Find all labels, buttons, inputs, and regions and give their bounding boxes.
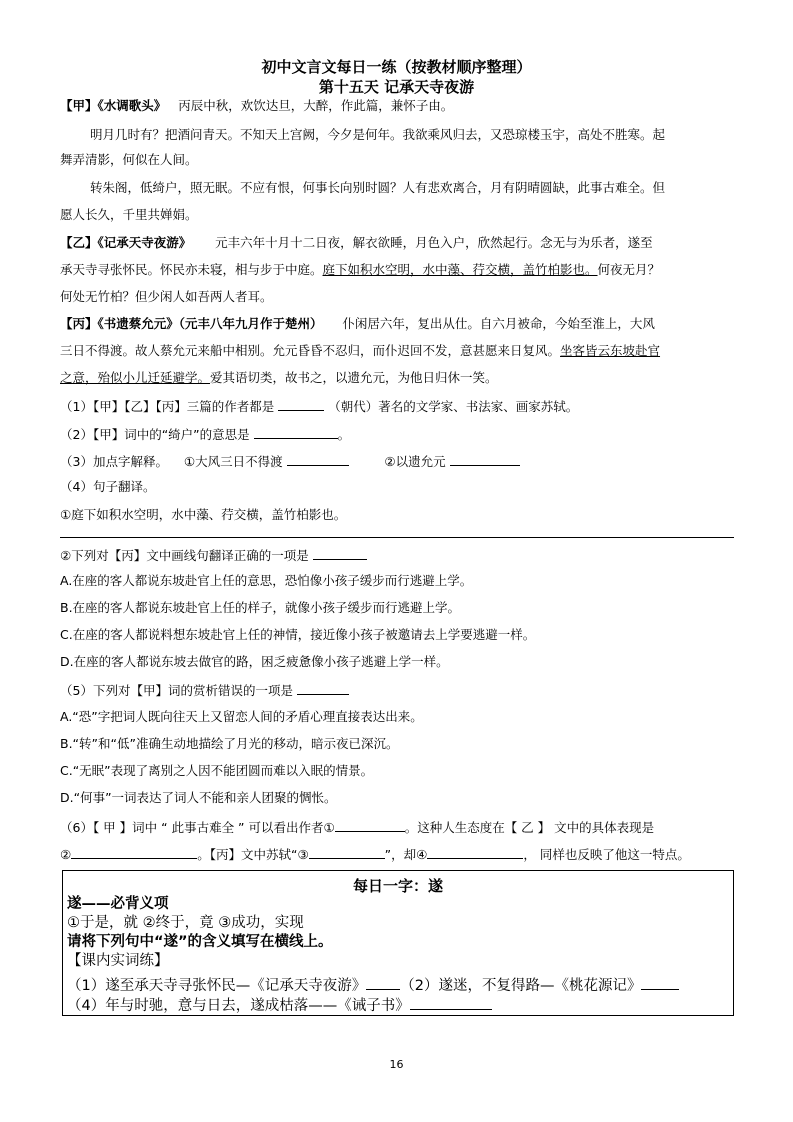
passage-yi-line: [60, 262, 736, 278]
exercise-row: [67, 993, 492, 1015]
passage-bing-header: [60, 316, 736, 332]
question-text: ， 同样也反映了他这一特点。: [523, 847, 690, 862]
option: B.在座的客人都说东坡赴官上任的样子，就像小孩子缓步而行逃避上学。: [60, 600, 461, 615]
question-text: （6）【 甲 】词中 “ 此事古难全 ” 可以看出作者①: [60, 820, 335, 835]
answer-blank[interactable]: [641, 973, 679, 990]
passage-jia-line: 明月几时有？把酒问青天。不知天上宫阙，今夕是何年。我欲乘风归去，又恐琼楼玉宇，高处不胜寒。起: [90, 127, 666, 142]
option: A.“恐”字把词人既向往天上又留恋人间的矛盾心理直接表达出来。: [60, 709, 423, 724]
passage-yi-label: 【乙】《记承天寺夜游》: [60, 235, 192, 250]
passage-bing-text: 三日不得渡。故人蔡允元来船中相别。允元昏昏不忍归，而仆迟回不发，意甚愿来日复风。: [60, 343, 561, 358]
option: C.“无眠”表现了离别之人因不能团圆而难以入眠的情景。: [60, 763, 374, 778]
question-6-cont: [60, 845, 736, 863]
passage-yi-line: 何处无竹柏？但少闲人如吾两人者耳。: [60, 289, 273, 304]
passage-bing-text: 爱其语切类，故书之，以遗允元，为他日归休一笑。: [210, 370, 498, 385]
question-text: 。: [337, 427, 351, 442]
passage-jia-line: 转朱阁，低绮户，照无眠。不应有恨，何事长向别时圆？人有悲欢离合，月有阴晴圆缺，此事古难全。但: [90, 180, 666, 195]
option: D.“何事”一词表达了词人不能和亲人团聚的惆怅。: [60, 790, 337, 805]
passage-jia-line: 愿人长久，千里共婵娟。: [60, 207, 198, 222]
question-3: [60, 452, 736, 470]
question-1: [60, 397, 736, 415]
exercise-text: （4）年与时驰，意与日去，遂成枯落——《诫子书》: [67, 998, 410, 1014]
passage-bing-line: 仆闲居六年，复出从仕。自六月被命，今始至淮上，大风: [342, 316, 655, 331]
lesson-title: 第十五天 记承天寺夜游: [318, 78, 475, 96]
answer-blank[interactable]: [335, 818, 405, 832]
answer-blank[interactable]: [427, 845, 523, 859]
passage-bing-line: [60, 370, 736, 386]
exercise-text: （1）遂至承天寺寻张怀民—《记承天寺夜游》: [67, 978, 367, 994]
page-title: 初中文言文每日一练（按教材顺序整理）: [261, 58, 532, 76]
question-4: （4）句子翻译。: [60, 479, 156, 494]
passage-yi-text: 承天寺寻张怀民。怀民亦未寝，相与步于中庭。: [60, 262, 323, 277]
question-text: 。【丙】文中苏轼“③: [197, 847, 309, 862]
question-text: （5）下列对【甲】词的赏析错误的一项是: [60, 683, 293, 698]
question-text: 。这种人生态度在【 乙 】 文中的具体表现是: [404, 820, 655, 835]
answer-blank[interactable]: [366, 973, 400, 990]
question-text: ②以遗允元: [384, 454, 446, 469]
question-6: [60, 818, 736, 836]
answer-blank[interactable]: [254, 425, 338, 439]
passage-bing-label: 【丙】《书遗蔡允元》（元丰八年九月作于楚州）: [60, 316, 323, 331]
passage-yi-text: 何夜无月？: [597, 262, 661, 277]
passage-bing-line: [60, 343, 736, 359]
question-text: （1）【甲】【乙】【丙】三篇的作者都是: [60, 399, 275, 414]
answer-blank[interactable]: [297, 681, 349, 695]
answer-blank[interactable]: [313, 546, 367, 560]
passage-jia-line: 舞弄清影，何似在人间。: [60, 152, 198, 167]
option: B.“转”和“低”准确生动地描绘了月光的移动，暗示夜已深沉。: [60, 736, 399, 751]
passage-yi-line: 元丰六年十月十二日夜，解衣欲睡，月色入户，欣然起行。念无与为乐者，遂至: [215, 235, 653, 250]
question-text: ②: [60, 847, 72, 862]
option: A.在座的客人都说东坡赴官上任的意思，恐怕像小孩子缓步而行逃避上学。: [60, 573, 473, 588]
answer-line[interactable]: [60, 537, 734, 538]
passage-jia-header: [60, 98, 736, 114]
passage-yi-header: [60, 235, 736, 251]
passage-jia-preface: 丙辰中秋，欢饮达旦，大醉，作此篇，兼怀子由。: [178, 98, 454, 113]
passage-jia-label: 【甲】《水调歌头》: [60, 98, 167, 113]
answer-blank[interactable]: [410, 993, 492, 1010]
question-5: [60, 681, 736, 699]
meanings-list: ①于是，就 ②终于，竟 ③成功，实现: [67, 915, 304, 931]
answer-blank[interactable]: [287, 452, 349, 466]
required-meanings-heading: 遂——必背义项: [67, 896, 169, 912]
question-2: [60, 425, 736, 443]
question-text: （2）【甲】词中的“绮户”的意思是: [60, 427, 250, 442]
instruction: 请将下列句中“遂”的含义填写在横线上。: [67, 934, 333, 950]
option: C.在座的客人都说料想东坡赴官上任的神情，接近像小孩子被邀请去上学要逃避一样。: [60, 627, 536, 642]
question-4-item: [60, 546, 736, 564]
option: D.在座的客人都说东坡去做官的路，困乏疲惫像小孩子逃避上学一样。: [60, 654, 449, 669]
exercise-row: [67, 973, 679, 995]
daily-character-box: [62, 870, 734, 1016]
question-text: （朝代）著名的文学家、书法家、画家苏轼。: [328, 399, 579, 414]
page-number: 16: [389, 1058, 404, 1071]
passage-bing-underlined: 之意，殆似小儿迁延避学。: [60, 370, 211, 385]
question-text: ”，却④: [384, 847, 428, 862]
question-text: （3）加点字解释。: [60, 454, 168, 469]
passage-bing-underlined: 坐客皆云东坡赴官: [560, 343, 661, 358]
question-text: ②下列对【丙】文中画线句翻译正确的一项是: [60, 548, 309, 563]
question-4-item: ①庭下如积水空明，水中藻、荇交横，盖竹柏影也。: [60, 507, 347, 522]
answer-blank[interactable]: [309, 845, 385, 859]
exercise-section-label: 【课内实词练】: [67, 953, 169, 969]
answer-blank[interactable]: [278, 397, 324, 411]
passage-yi-underlined: 庭下如积水空明，水中藻、荇交横，盖竹柏影也。: [322, 262, 598, 277]
question-text: ①大风三日不得渡: [183, 454, 283, 469]
exercise-text: （2）遂迷，不复得路—《桃花源记》: [400, 978, 642, 994]
answer-blank[interactable]: [71, 845, 197, 859]
answer-blank[interactable]: [450, 452, 520, 466]
daily-character-title: 每日一字：遂: [352, 877, 443, 895]
